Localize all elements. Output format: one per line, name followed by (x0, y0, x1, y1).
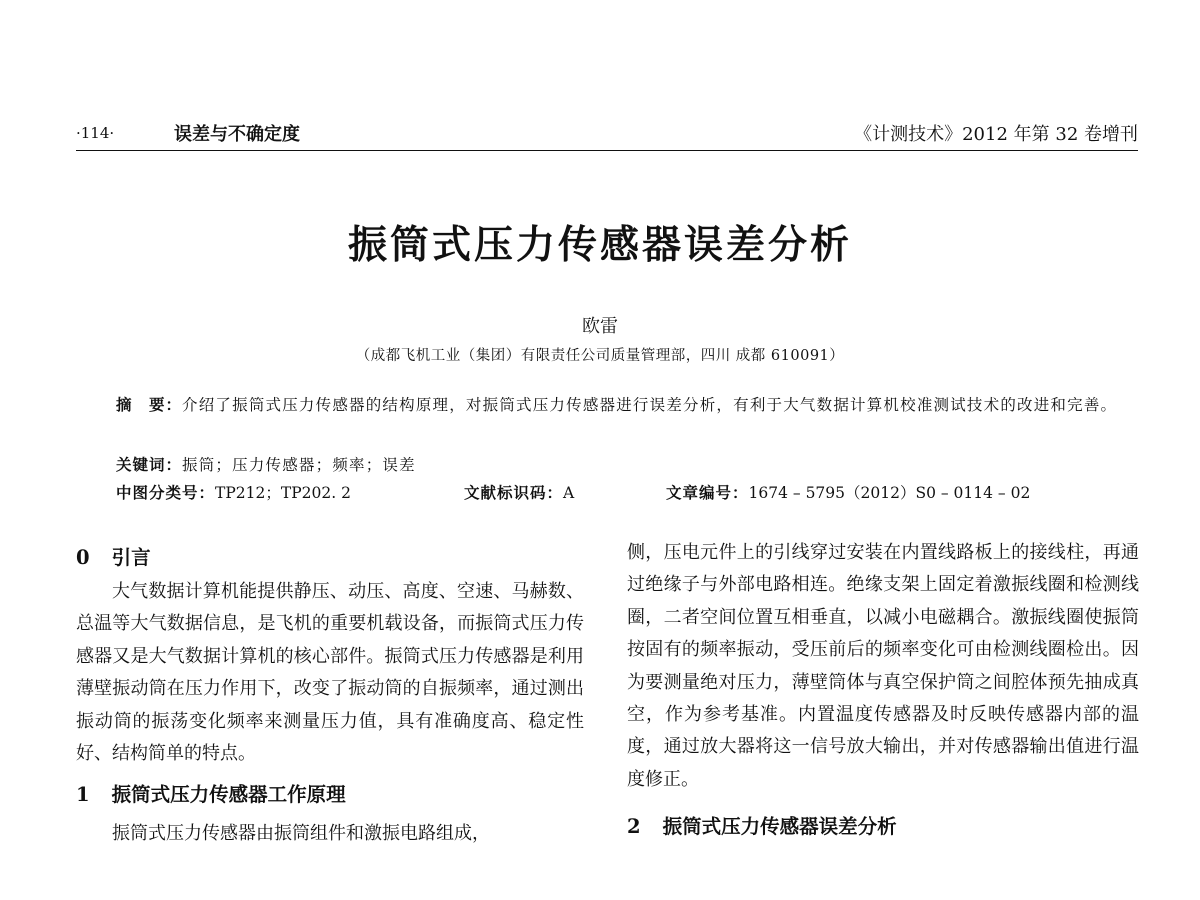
document-code (464, 481, 574, 503)
article-number (666, 481, 1030, 503)
clc-value: TP212；TP202. 2 (215, 484, 351, 502)
section-1-heading (76, 778, 584, 812)
section-2-heading (627, 810, 1139, 844)
doc-code-label: 文献标识码： (464, 484, 564, 502)
abstract-text: 介绍了振筒式压力传感器的结构原理，对振筒式压力传感器进行误差分析，有利于大气数据计算机校准测试技术的改进和完善。 (182, 396, 1118, 414)
author-name: 欧雷 (582, 316, 618, 337)
section-2-title: 振筒式压力传感器误差分析 (662, 815, 897, 839)
header-journal-name: 《计测技术》2012 年第 32 卷增刊 (854, 124, 1138, 145)
keywords-label: 关键词： (116, 456, 183, 474)
abstract-label: 摘 要： (116, 396, 183, 414)
article-title: 振筒式压力传感器误差分析 (347, 223, 852, 268)
left-column (76, 540, 584, 851)
header-section-name: 误差与不确定度 (174, 124, 300, 145)
clc-number (116, 481, 351, 503)
section-1-number: 1 (76, 783, 90, 807)
clc-label: 中图分类号： (116, 484, 216, 502)
right-column (627, 537, 1139, 844)
article-number-label: 文章编号： (666, 484, 749, 502)
section-1-title: 振筒式压力传感器工作原理 (111, 783, 346, 807)
author-affiliation: （成都飞机工业（集团）有限责任公司质量管理部，四川 成都 610091） (355, 348, 845, 364)
section-0-title: 引言 (111, 546, 151, 569)
page-number: ·114· (76, 124, 115, 142)
doc-code-value: A (563, 484, 575, 502)
classification-row (116, 481, 1146, 507)
keywords (116, 453, 416, 475)
intro-paragraph: 大气数据计算机能提供静压、动压、高度、空速、马赫数、总温等大气数据信息，是飞机的重要机载设备，而振筒式压力传感器又是大气数据计算机的核心部件。振筒式压力传感器是利用薄壁振动筒在压力作用下，改变了振动筒的自振频率，通过测出振动筒的振荡变化频率来测量压力值，具有准确度高、稳定性好、结构简单的特点。 (76, 581, 584, 765)
article-number-value: 1674 – 5795（2012）S0 – 0114 – 02 (748, 484, 1031, 502)
principle-paragraph: 振筒式压力传感器由振筒组件和激振电路组成， (112, 823, 490, 845)
keywords-text: 振筒；压力传感器；频率；误差 (182, 456, 416, 474)
section-2-number: 2 (627, 815, 641, 839)
abstract (76, 390, 1138, 420)
continuation-paragraph: 侧，压电元件上的引线穿过安装在内置线路板上的接线柱，再通过绝缘子与外部电路相连。绝缘支架上固定着激振线圈和检测线圈，二者空间位置互相垂直，以减小电磁耦合。激振线圈使振筒按固有的频率振动，受压前后的频率变化可由检测线圈检出。因为要测量绝对压力，薄壁筒体与真空保护筒之间腔体预先抽成真空，作为参考基准。内置温度传感器及时反映传感器内部的温度，通过放大器将这一信号放大输出，并对传感器输出值进行温度修正。 (627, 542, 1139, 790)
section-0-number: 0 (76, 546, 90, 569)
header-rule (76, 150, 1138, 151)
section-0-heading (76, 540, 584, 576)
running-header (76, 118, 1138, 146)
